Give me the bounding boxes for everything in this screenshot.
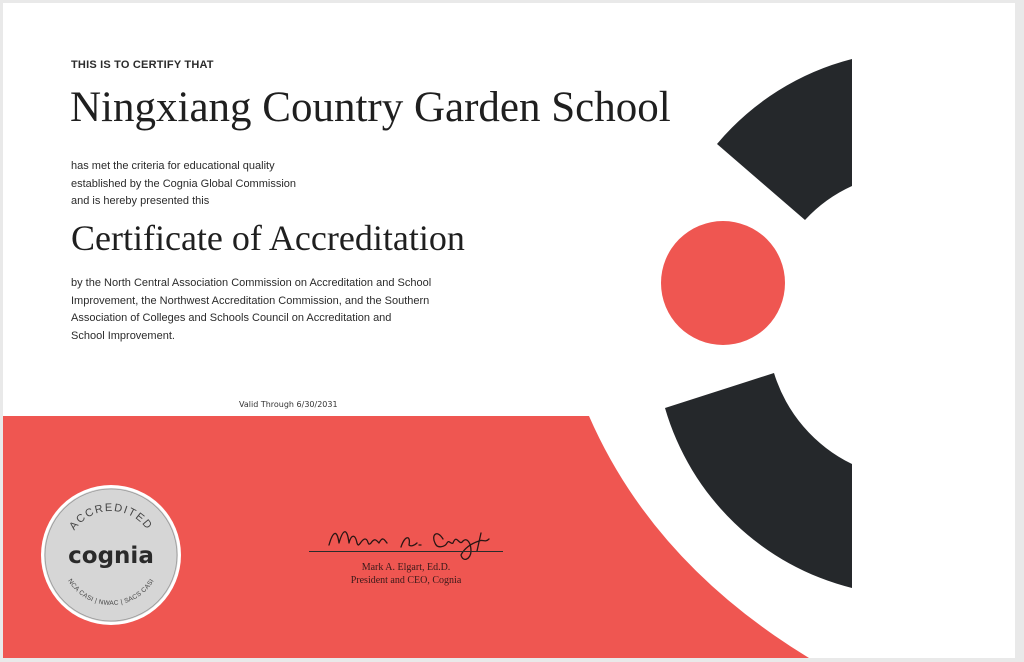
school-name: Ningxiang Country Garden School <box>70 84 671 131</box>
seal-top-text: ACCREDITED <box>67 501 155 533</box>
signatory-title: President and CEO, Cognia <box>350 575 462 586</box>
criteria-line: established by the Cognia Global Commission <box>71 177 297 190</box>
certificate-page <box>3 3 1015 658</box>
accreditation-seal <box>39 483 183 627</box>
commission-line: Association of Colleges and Schools Council on Accreditation and <box>71 312 392 324</box>
valid-through: Valid Through 6/30/2031 <box>239 400 338 409</box>
certificate-title: Certificate of Accreditation <box>71 218 465 258</box>
signatory-name: Mark A. Elgart, Ed.D. <box>361 562 451 573</box>
commission-line: Improvement, the Northwest Accreditation Commission, and the Southern <box>71 294 430 307</box>
dark-arc-top <box>717 59 852 220</box>
commission-text <box>71 275 431 345</box>
criteria-line: and is hereby presented this <box>71 195 210 207</box>
commission-line: by the North Central Association Commission on Accreditation and School <box>71 277 432 289</box>
red-circle <box>661 221 785 345</box>
criteria-text <box>71 158 296 211</box>
seal-brand: cognia <box>68 543 154 569</box>
seal-bottom-text: NCA CASI | NWAC | SACS CASI <box>66 577 156 608</box>
signatory-block <box>309 561 503 587</box>
commission-line: School Improvement. <box>71 329 175 342</box>
criteria-line: has met the criteria for educational quality <box>71 160 275 172</box>
signature-line <box>309 551 503 552</box>
certify-label: THIS IS TO CERTIFY THAT <box>71 59 214 71</box>
dark-arc-bottom <box>665 373 852 588</box>
